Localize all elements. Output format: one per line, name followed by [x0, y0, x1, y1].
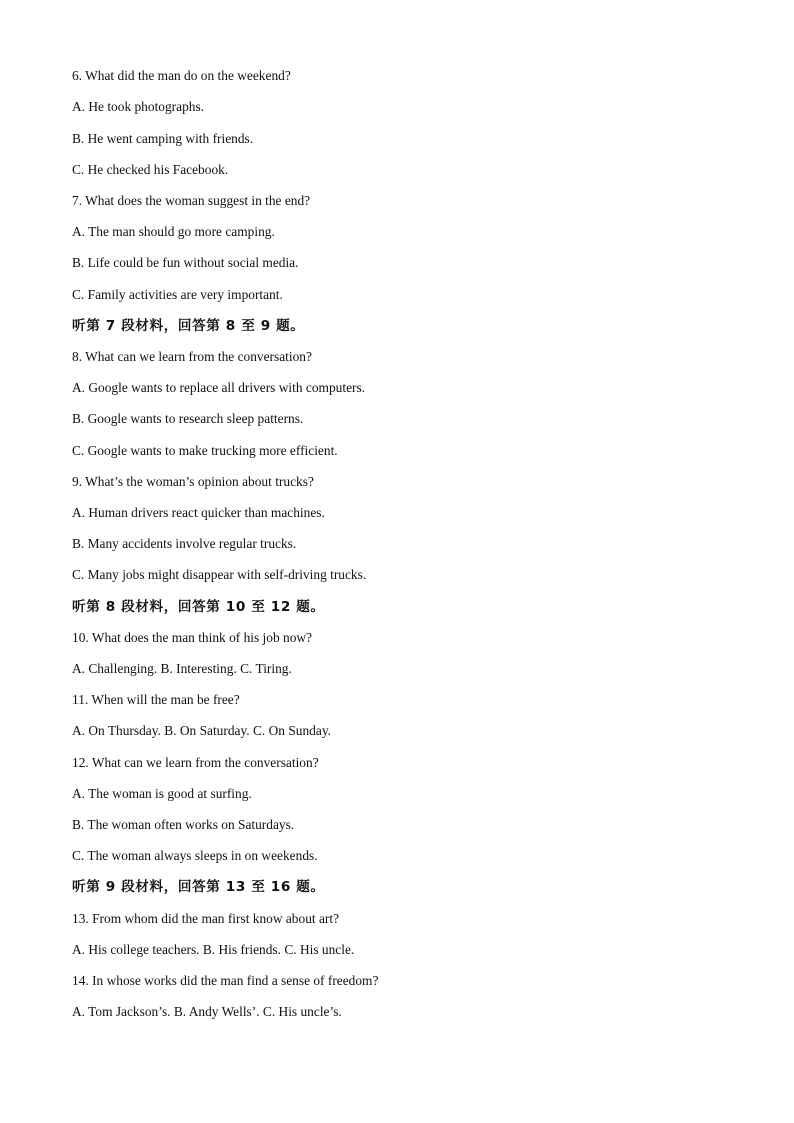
- options-13: A. His college teachers. B. His friends. C. His uncle.: [72, 942, 355, 957]
- question-9: 9. What’s the woman’s opinion about trucks?: [72, 474, 314, 489]
- option-7b: B. Life could be fun without social media.: [72, 255, 299, 270]
- option-9a: A. Human drivers react quicker than machines.: [72, 505, 325, 520]
- option-7a: A. The man should go more camping.: [72, 224, 275, 239]
- options-10: A. Challenging. B. Interesting. C. Tiring.: [72, 661, 292, 676]
- option-12a: A. The woman is good at surfing.: [72, 786, 252, 801]
- option-6c: C. He checked his Facebook.: [72, 162, 229, 177]
- section-heading-7: 听第 7 段材料，回答第 8 至 9 题。: [72, 318, 305, 334]
- options-11: A. On Thursday. B. On Saturday. C. On Sunday.: [72, 723, 331, 738]
- option-8a: A. Google wants to replace all drivers with computers.: [72, 380, 366, 395]
- question-14: 14. In whose works did the man find a sense of freedom?: [72, 973, 379, 988]
- section-heading-8: 听第 8 段材料，回答第 10 至 12 题。: [72, 599, 325, 615]
- option-9c: C. Many jobs might disappear with self-driving trucks.: [72, 567, 367, 582]
- question-11: 11. When will the man be free?: [72, 692, 240, 707]
- question-6: 6. What did the man do on the weekend?: [72, 68, 291, 83]
- question-12: 12. What can we learn from the conversation?: [72, 755, 319, 770]
- option-8c: C. Google wants to make trucking more efficient.: [72, 443, 338, 458]
- option-12c: C. The woman always sleeps in on weekends.: [72, 848, 318, 863]
- option-7c: C. Family activities are very important.: [72, 287, 283, 302]
- question-8: 8. What can we learn from the conversation?: [72, 349, 312, 364]
- question-10: 10. What does the man think of his job now?: [72, 630, 313, 645]
- options-14: A. Tom Jackson’s. B. Andy Wells’. C. His uncle’s.: [72, 1004, 342, 1019]
- option-8b: B. Google wants to research sleep patterns.: [72, 411, 304, 426]
- section-heading-9: 听第 9 段材料，回答第 13 至 16 题。: [72, 879, 325, 895]
- option-6b: B. He went camping with friends.: [72, 131, 254, 146]
- question-7: 7. What does the woman suggest in the end?: [72, 193, 311, 208]
- option-12b: B. The woman often works on Saturdays.: [72, 817, 295, 832]
- question-13: 13. From whom did the man first know about art?: [72, 911, 340, 926]
- option-9b: B. Many accidents involve regular trucks.: [72, 536, 297, 551]
- option-6a: A. He took photographs.: [72, 99, 205, 114]
